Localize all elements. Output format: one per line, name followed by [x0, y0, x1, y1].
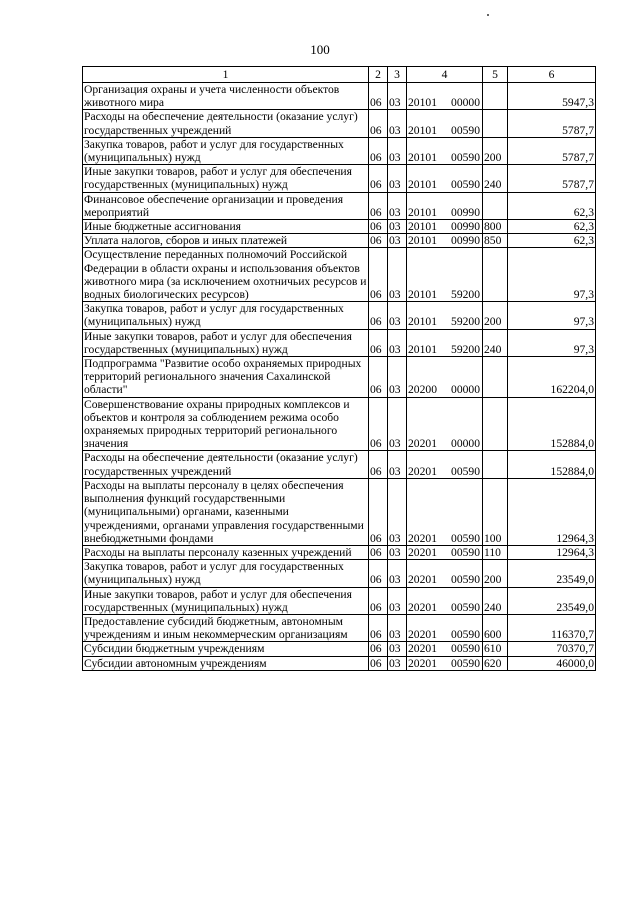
row-subsection-code: 03: [388, 642, 407, 656]
row-target-article: [407, 642, 483, 656]
row-name: Расходы на обеспечение деятельности (оказание услуг) государственных учреждений: [83, 451, 369, 478]
row-target-article: [407, 165, 483, 192]
row-name: Субсидии бюджетным учреждениям: [83, 642, 369, 656]
row-name: Осуществление переданных полномочий Российской Федерации в области охраны и использования объектов животного мира (за исключением охотничьих ресурсов и водных биологических ресурсов): [83, 248, 369, 302]
row-target-article: [407, 656, 483, 670]
row-expense-type: 200: [483, 137, 508, 164]
row-section-code: 06: [369, 397, 388, 451]
row-subsection-code: 03: [388, 302, 407, 329]
row-amount: 5947,3: [508, 83, 596, 110]
row-target-article: [407, 478, 483, 545]
scan-speck: [487, 14, 489, 16]
row-subsection-code: 03: [388, 192, 407, 219]
row-direction-code: 00590: [451, 573, 480, 587]
row-target-article: [407, 614, 483, 641]
table-row: [83, 192, 596, 219]
row-name: Закупка товаров, работ и услуг для государственных (муниципальных) нужд: [83, 137, 369, 164]
row-target-article: [407, 560, 483, 587]
row-subsection-code: 03: [388, 83, 407, 110]
row-subsection-code: 03: [388, 478, 407, 545]
row-target-article: [407, 137, 483, 164]
row-section-code: 06: [369, 642, 388, 656]
header-col-1: 1: [83, 67, 369, 83]
row-program-code: 20101: [408, 178, 437, 192]
row-program-code: 20101: [408, 151, 437, 165]
row-expense-type: 620: [483, 656, 508, 670]
row-expense-type: [483, 397, 508, 451]
row-subsection-code: 03: [388, 357, 407, 398]
row-amount: 5787,7: [508, 137, 596, 164]
row-direction-code: 00590: [451, 464, 480, 478]
table-header-row: [83, 67, 596, 83]
row-expense-type: 100: [483, 478, 508, 545]
row-program-code: 20201: [408, 545, 437, 559]
row-amount: 12964,3: [508, 545, 596, 559]
row-expense-type: [483, 451, 508, 478]
row-target-article: [407, 329, 483, 356]
row-section-code: 06: [369, 302, 388, 329]
row-program-code: 20201: [408, 656, 437, 670]
row-section-code: 06: [369, 357, 388, 398]
row-subsection-code: 03: [388, 329, 407, 356]
table-row: [83, 220, 596, 234]
row-expense-type: 610: [483, 642, 508, 656]
row-direction-code: 59200: [451, 342, 480, 356]
row-subsection-code: 03: [388, 451, 407, 478]
row-amount: 152884,0: [508, 397, 596, 451]
header-col-3: 3: [388, 67, 407, 83]
row-expense-type: [483, 83, 508, 110]
row-program-code: 20101: [408, 220, 437, 234]
row-name: Предоставление субсидий бюджетным, автономным учреждениям и иным некоммерческим организациям: [83, 614, 369, 641]
row-expense-type: 110: [483, 545, 508, 559]
row-target-article: [407, 451, 483, 478]
row-program-code: 20201: [408, 464, 437, 478]
row-name: Подпрограмма "Развитие особо охраняемых природных территорий регионального значения Сахалинской области": [83, 357, 369, 398]
row-expense-type: 200: [483, 302, 508, 329]
row-direction-code: 59200: [451, 288, 480, 302]
header-col-2: 2: [369, 67, 388, 83]
row-target-article: [407, 192, 483, 219]
row-name: Иные закупки товаров, работ и услуг для обеспечения государственных (муниципальных) нужд: [83, 329, 369, 356]
row-expense-type: [483, 248, 508, 302]
row-direction-code: 00590: [451, 545, 480, 559]
table-row: [83, 329, 596, 356]
table-row: [83, 234, 596, 248]
row-section-code: 06: [369, 545, 388, 559]
row-name: Организация охраны и учета численности объектов животного мира: [83, 83, 369, 110]
row-direction-code: 00590: [451, 642, 480, 656]
row-target-article: [407, 83, 483, 110]
row-target-article: [407, 248, 483, 302]
row-amount: 97,3: [508, 248, 596, 302]
row-expense-type: [483, 357, 508, 398]
row-program-code: 20101: [408, 342, 437, 356]
row-target-article: [407, 357, 483, 398]
row-section-code: 06: [369, 329, 388, 356]
table-row: [83, 545, 596, 559]
header-col-4: 4: [407, 67, 483, 83]
row-program-code: 20101: [408, 288, 437, 302]
row-direction-code: 00990: [451, 205, 480, 219]
row-amount: 162204,0: [508, 357, 596, 398]
row-target-article: [407, 220, 483, 234]
table-row: [83, 587, 596, 614]
row-direction-code: 00590: [451, 531, 480, 545]
row-subsection-code: 03: [388, 545, 407, 559]
row-direction-code: 59200: [451, 315, 480, 329]
row-direction-code: 00990: [451, 220, 480, 234]
row-subsection-code: 03: [388, 587, 407, 614]
row-expense-type: 240: [483, 165, 508, 192]
row-section-code: 06: [369, 192, 388, 219]
row-name: Финансовое обеспечение организации и проведения мероприятий: [83, 192, 369, 219]
row-section-code: 06: [369, 614, 388, 641]
row-amount: 62,3: [508, 220, 596, 234]
row-program-code: 20101: [408, 315, 437, 329]
row-expense-type: 240: [483, 587, 508, 614]
row-section-code: 06: [369, 220, 388, 234]
row-amount: 62,3: [508, 234, 596, 248]
row-amount: 97,3: [508, 302, 596, 329]
row-direction-code: 00000: [451, 437, 480, 451]
row-subsection-code: 03: [388, 560, 407, 587]
row-amount: 152884,0: [508, 451, 596, 478]
row-subsection-code: 03: [388, 220, 407, 234]
row-target-article: [407, 302, 483, 329]
row-program-code: 20201: [408, 531, 437, 545]
row-subsection-code: 03: [388, 110, 407, 137]
table-row: [83, 165, 596, 192]
row-subsection-code: 03: [388, 397, 407, 451]
row-name: Расходы на выплаты персоналу в целях обеспечения выполнения функций государственными (муниципальными) органами, казенными учреждениями, органами управления государственными внебюджетными фондами: [83, 478, 369, 545]
row-direction-code: 00990: [451, 234, 480, 248]
page-number: 100: [310, 42, 330, 57]
row-amount: 23549,0: [508, 587, 596, 614]
row-section-code: 06: [369, 234, 388, 248]
row-section-code: 06: [369, 451, 388, 478]
row-program-code: 20201: [408, 573, 437, 587]
row-direction-code: 00590: [451, 656, 480, 670]
row-section-code: 06: [369, 83, 388, 110]
table-row: [83, 560, 596, 587]
row-target-article: [407, 110, 483, 137]
row-target-article: [407, 397, 483, 451]
table-row: [83, 614, 596, 641]
row-direction-code: 00000: [451, 383, 480, 397]
row-program-code: 20201: [408, 628, 437, 642]
table-row: [83, 478, 596, 545]
row-amount: 46000,0: [508, 656, 596, 670]
row-section-code: 06: [369, 248, 388, 302]
table-row: [83, 642, 596, 656]
row-name: Иные бюджетные ассигнования: [83, 220, 369, 234]
row-expense-type: 600: [483, 614, 508, 641]
row-subsection-code: 03: [388, 234, 407, 248]
row-name: Уплата налогов, сборов и иных платежей: [83, 234, 369, 248]
row-subsection-code: 03: [388, 137, 407, 164]
row-program-code: 20201: [408, 600, 437, 614]
row-target-article: [407, 234, 483, 248]
row-name: Расходы на выплаты персоналу казенных учреждений: [83, 545, 369, 559]
table-row: [83, 248, 596, 302]
header-col-6: 6: [508, 67, 596, 83]
row-section-code: 06: [369, 165, 388, 192]
row-section-code: 06: [369, 137, 388, 164]
table-row: [83, 302, 596, 329]
row-name: Иные закупки товаров, работ и услуг для обеспечения государственных (муниципальных) нужд: [83, 165, 369, 192]
row-section-code: 06: [369, 587, 388, 614]
row-name: Совершенствование охраны природных комплексов и объектов и контроля за соблюдением режима особо охраняемых природных территорий регионального значения: [83, 397, 369, 451]
row-direction-code: 00000: [451, 96, 480, 110]
row-subsection-code: 03: [388, 248, 407, 302]
row-amount: 5787,7: [508, 165, 596, 192]
row-name: Расходы на обеспечение деятельности (оказание услуг) государственных учреждений: [83, 110, 369, 137]
table-body: [83, 83, 596, 671]
table-row: [83, 137, 596, 164]
row-direction-code: 00590: [451, 123, 480, 137]
row-expense-type: 240: [483, 329, 508, 356]
row-expense-type: [483, 110, 508, 137]
row-section-code: 06: [369, 560, 388, 587]
row-subsection-code: 03: [388, 614, 407, 641]
table-row: [83, 656, 596, 670]
row-program-code: 20201: [408, 642, 437, 656]
row-expense-type: 850: [483, 234, 508, 248]
table-row: [83, 357, 596, 398]
row-direction-code: 00590: [451, 151, 480, 165]
table-row: [83, 83, 596, 110]
row-name: Иные закупки товаров, работ и услуг для обеспечения государственных (муниципальных) нужд: [83, 587, 369, 614]
row-name: Закупка товаров, работ и услуг для государственных (муниципальных) нужд: [83, 302, 369, 329]
row-name: Субсидии автономным учреждениям: [83, 656, 369, 670]
row-section-code: 06: [369, 110, 388, 137]
row-expense-type: 200: [483, 560, 508, 587]
row-amount: 97,3: [508, 329, 596, 356]
row-subsection-code: 03: [388, 165, 407, 192]
header-col-5: 5: [483, 67, 508, 83]
row-amount: 12964,3: [508, 478, 596, 545]
row-direction-code: 00590: [451, 600, 480, 614]
row-amount: 70370,7: [508, 642, 596, 656]
row-name: Закупка товаров, работ и услуг для государственных (муниципальных) нужд: [83, 560, 369, 587]
row-amount: 23549,0: [508, 560, 596, 587]
row-program-code: 20101: [408, 96, 437, 110]
row-section-code: 06: [369, 478, 388, 545]
row-expense-type: 800: [483, 220, 508, 234]
row-program-code: 20201: [408, 437, 437, 451]
row-target-article: [407, 587, 483, 614]
row-subsection-code: 03: [388, 656, 407, 670]
row-program-code: 20101: [408, 234, 437, 248]
budget-table: [82, 66, 596, 671]
row-direction-code: 00590: [451, 178, 480, 192]
table-row: [83, 451, 596, 478]
row-amount: 5787,7: [508, 110, 596, 137]
row-expense-type: [483, 192, 508, 219]
row-section-code: 06: [369, 656, 388, 670]
row-program-code: 20101: [408, 205, 437, 219]
table-row: [83, 110, 596, 137]
row-program-code: 20101: [408, 123, 437, 137]
row-target-article: [407, 545, 483, 559]
row-direction-code: 00590: [451, 628, 480, 642]
row-amount: 62,3: [508, 192, 596, 219]
row-program-code: 20200: [408, 383, 437, 397]
table-row: [83, 397, 596, 451]
row-amount: 116370,7: [508, 614, 596, 641]
